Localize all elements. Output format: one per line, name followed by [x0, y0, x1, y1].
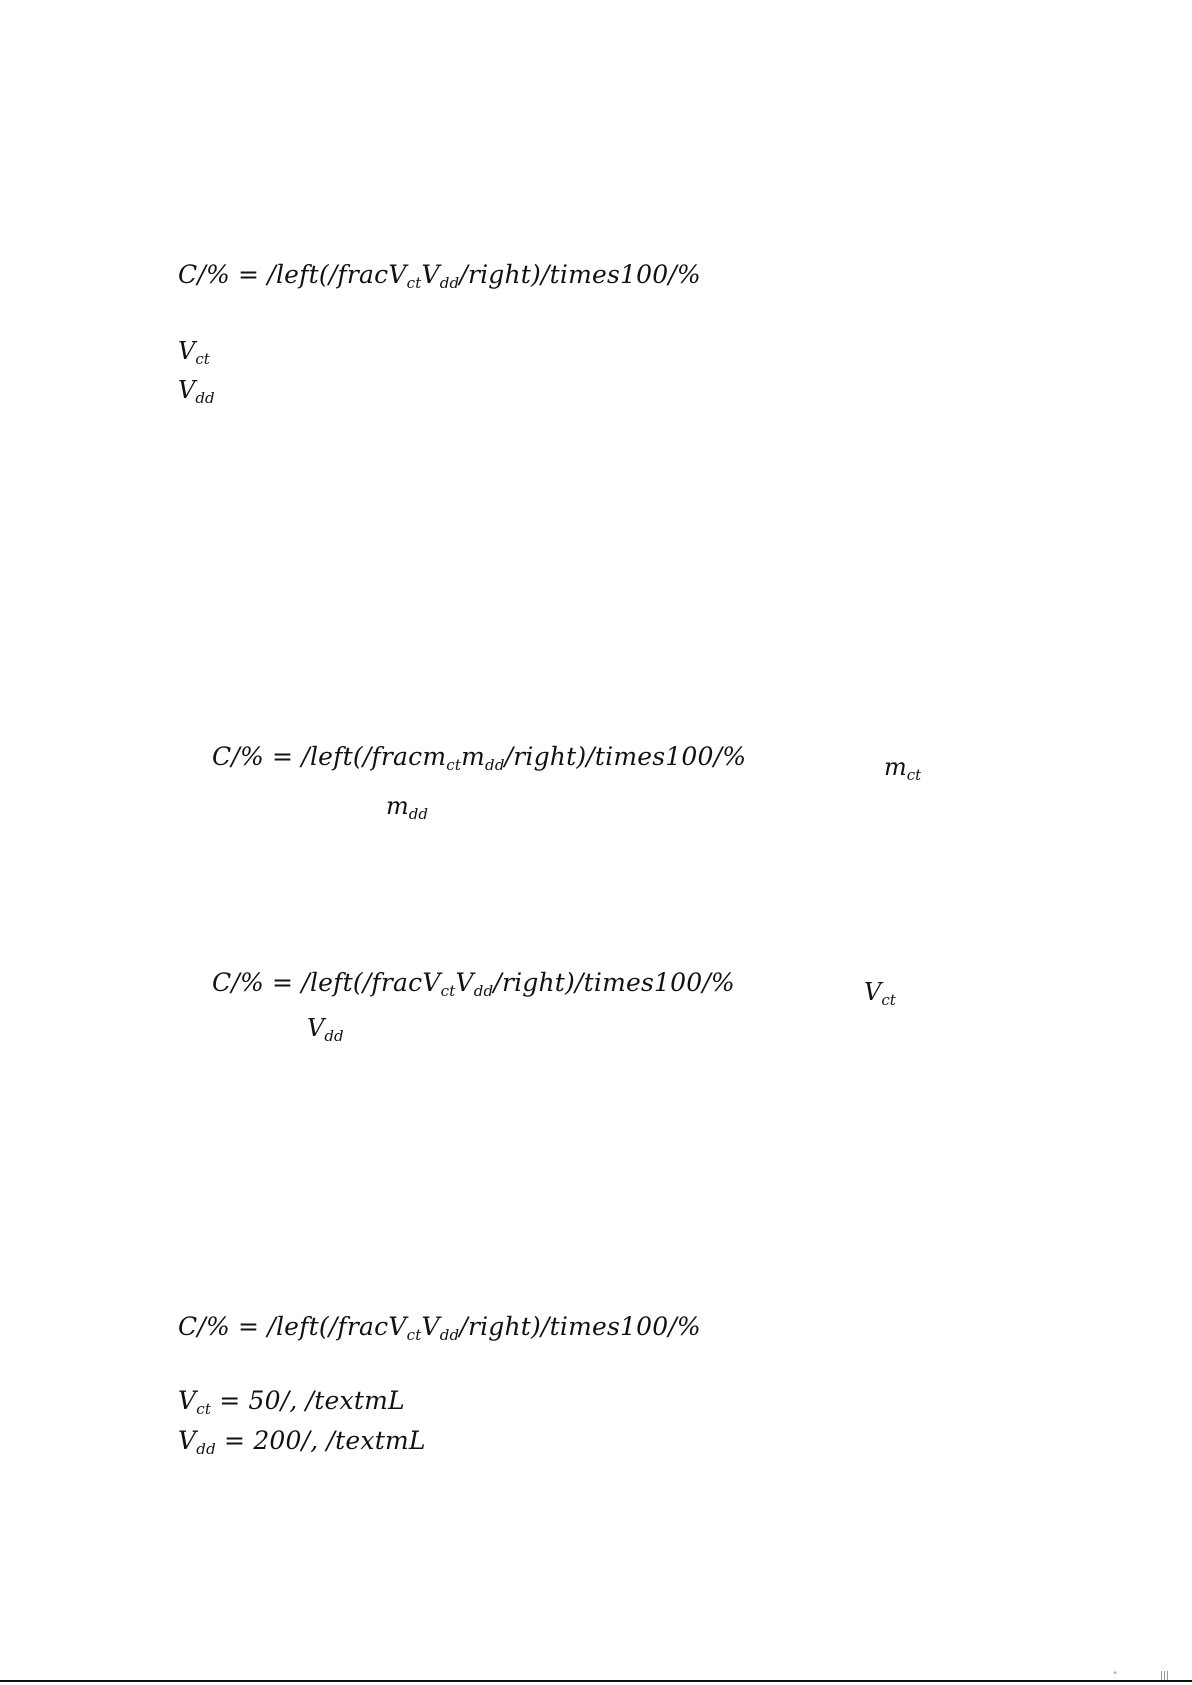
formula-text: V — [455, 968, 474, 997]
formula-percentage-by-volume-repeat — [212, 970, 735, 999]
variable-base: V — [178, 376, 196, 404]
variable-subscript: ct — [906, 766, 922, 784]
formula-text: /right)/times100/% — [459, 1312, 701, 1341]
variable-base: V — [178, 337, 196, 365]
formula-worked-example — [178, 1314, 701, 1343]
formula-percentage-by-volume — [178, 262, 701, 291]
formula-text: C/% = /left(/fracV — [178, 1312, 407, 1341]
formula-subscript: dd — [473, 982, 494, 1000]
variable-subscript: ct — [881, 991, 896, 1009]
formula-text: m — [461, 742, 486, 771]
given-v-ct-value — [178, 1388, 405, 1417]
variable-m-dd — [386, 794, 428, 822]
variable-subscript: dd — [408, 805, 428, 823]
variable-base: m — [386, 792, 409, 820]
variable-subscript: ct — [196, 1400, 212, 1418]
formula-text: /right)/times100/% — [459, 260, 701, 289]
given-v-dd-value — [178, 1428, 426, 1457]
formula-subscript: ct — [406, 274, 422, 292]
variable-subscript: dd — [196, 1440, 216, 1458]
formula-text: C/% = /left(/fracm — [212, 742, 447, 771]
page-bottom-rule — [0, 1680, 1192, 1682]
variable-v-dd — [178, 378, 215, 406]
variable-base: V — [178, 1426, 197, 1455]
footer-mark-left: " — [1113, 1671, 1118, 1681]
formula-text: V — [421, 260, 440, 289]
variable-base: V — [178, 1386, 197, 1415]
formula-subscript: ct — [440, 982, 456, 1000]
variable-base: m — [884, 753, 907, 781]
variable-subscript: dd — [195, 389, 215, 407]
equation-text: = 50/, /textmL — [211, 1386, 405, 1415]
formula-text: /right)/times100/% — [493, 968, 735, 997]
formula-text: C/% = /left(/fracV — [212, 968, 441, 997]
formula-text: V — [421, 1312, 440, 1341]
formula-text: /right)/times100/% — [504, 742, 747, 771]
variable-base: V — [864, 978, 882, 1006]
footer-mark-right: ||| — [1160, 1671, 1170, 1681]
variable-v-ct — [178, 339, 210, 367]
formula-subscript: ct — [446, 756, 462, 774]
equation-text: = 200/, /textmL — [215, 1426, 426, 1455]
formula-subscript: dd — [439, 1326, 460, 1344]
variable-subscript: dd — [324, 1027, 344, 1045]
variable-v-ct-inline — [864, 980, 896, 1008]
formula-percentage-by-mass — [212, 744, 746, 773]
formula-text: C/% = /left(/fracV — [178, 260, 407, 289]
formula-subscript: ct — [406, 1326, 422, 1344]
variable-m-ct — [884, 755, 921, 783]
formula-subscript: dd — [485, 756, 505, 774]
variable-base: V — [307, 1014, 325, 1042]
variable-v-dd-inline — [307, 1016, 344, 1044]
variable-subscript: ct — [195, 350, 210, 368]
formula-subscript: dd — [439, 274, 460, 292]
